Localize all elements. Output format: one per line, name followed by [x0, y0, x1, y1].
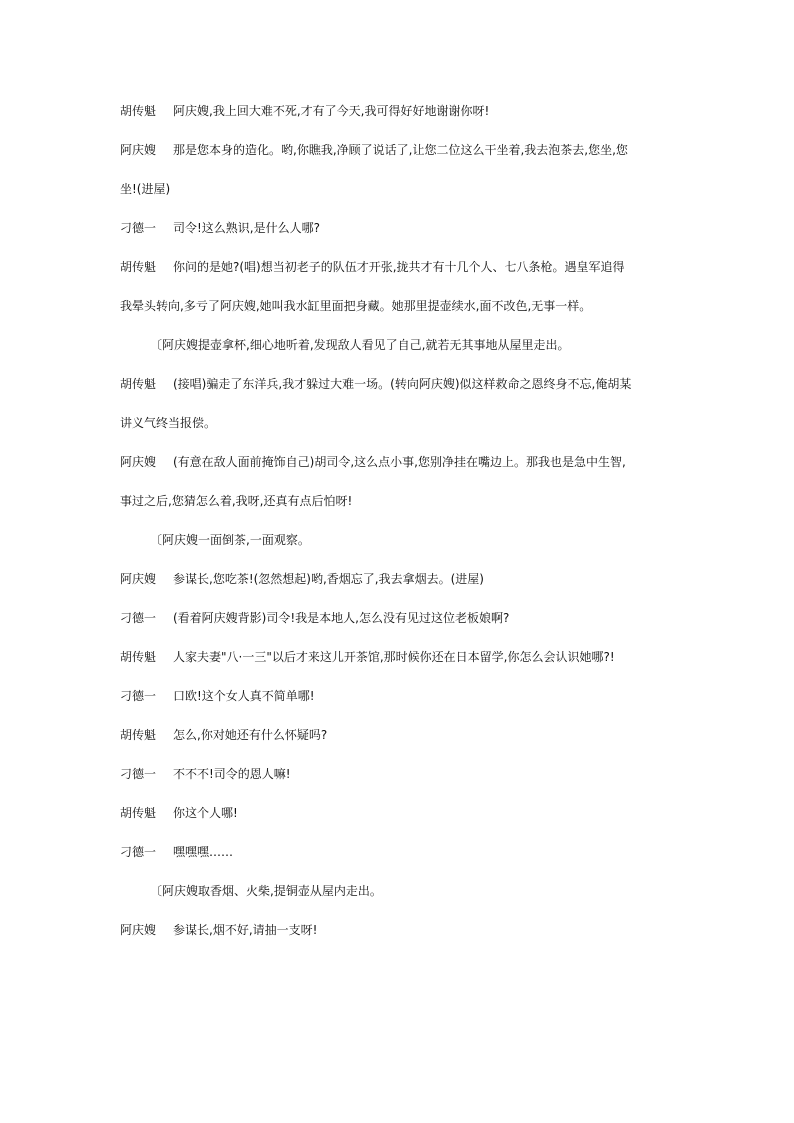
dialogue-line [120, 806, 680, 820]
dialogue-text: 参谋长,您吃茶!(忽然想起)哟,香烟忘了,我去拿烟去。(进屋) [173, 572, 484, 586]
dialogue-text: 嘿嘿嘿…… [173, 845, 234, 859]
dialogue-line [120, 572, 680, 586]
dialogue-text: 你这个人哪! [173, 806, 238, 820]
dialogue-line [120, 221, 680, 235]
dialogue-text: 人家夫妻"八·一三"以后才来这儿开茶馆,那时候你还在日本留学,你怎么会认识她哪?! [173, 650, 615, 664]
stage-direction [120, 338, 680, 352]
dialogue-text: 你问的是她?(唱)想当初老子的队伍才开张,拢共才有十几个人、七八条枪。遇皇军追得 [173, 260, 625, 274]
dialogue-text: 讲义气终当报偿。 [120, 416, 217, 430]
dialogue-continuation [120, 299, 680, 313]
speaker-name: 胡传魁 [120, 104, 157, 118]
stage-direction [120, 533, 680, 547]
dialogue-text: 阿庆嫂,我上回大难不死,才有了今天,我可得好好地谢谢你呀! [173, 104, 490, 118]
dialogue-line [120, 260, 680, 274]
speaker-name: 胡传魁 [120, 806, 157, 820]
dialogue-text: 坐!(进屋) [120, 182, 171, 196]
stage-direction [120, 884, 680, 898]
speaker-name: 阿庆嫂 [120, 455, 157, 469]
speaker-name: 刁德一 [120, 611, 157, 625]
dialogue-text: 怎么,你对她还有什么怀疑吗? [173, 728, 328, 742]
dialogue-line [120, 377, 680, 391]
speaker-name: 胡传魁 [120, 728, 157, 742]
dialogue-line [120, 845, 680, 859]
dialogue-text: 事过之后,您猜怎么着,我呀,还真有点后怕呀! [120, 494, 353, 508]
speaker-name: 胡传魁 [120, 260, 157, 274]
dialogue-text: 口欧!这个女人真不简单哪! [173, 689, 315, 703]
speaker-name: 阿庆嫂 [120, 143, 157, 157]
speaker-name: 胡传魁 [120, 650, 157, 664]
dialogue-text: (接唱)骗走了东洋兵,我才躲过大难一场。(转向阿庆嫂)似这样救命之恩终身不忘,俺胡某 [173, 377, 632, 391]
dialogue-text: (看着阿庆嫂背影)司令!我是本地人,怎么没有见过这位老板娘啊? [173, 611, 510, 625]
script-body [120, 104, 680, 962]
speaker-name: 胡传魁 [120, 377, 157, 391]
stage-direction-text: 〔阿庆嫂提壶拿杯,细心地听着,发现敌人看见了自己,就若无其事地从屋里走出。 [150, 338, 570, 352]
dialogue-line [120, 104, 680, 118]
dialogue-line [120, 923, 680, 937]
stage-direction-text: 〔阿庆嫂一面倒茶,一面观察。 [150, 533, 310, 547]
speaker-name: 刁德一 [120, 767, 157, 781]
dialogue-text: 司令!这么熟识,是什么人哪? [173, 221, 320, 235]
speaker-name: 刁德一 [120, 221, 157, 235]
dialogue-text: 不不不!司令的恩人嘛! [173, 767, 291, 781]
dialogue-line [120, 143, 680, 157]
dialogue-line [120, 611, 680, 625]
dialogue-continuation [120, 416, 680, 430]
speaker-name: 刁德一 [120, 689, 157, 703]
stage-direction-text: 〔阿庆嫂取香烟、火柴,提铜壶从屋内走出。 [150, 884, 382, 898]
dialogue-text: 参谋长,烟不好,请抽一支呀! [173, 923, 318, 937]
dialogue-line [120, 767, 680, 781]
dialogue-line [120, 455, 680, 469]
dialogue-continuation [120, 182, 680, 196]
speaker-name: 刁德一 [120, 845, 157, 859]
dialogue-text: 我晕头转向,多亏了阿庆嫂,她叫我水缸里面把身藏。她那里提壶续水,面不改色,无事一样。 [120, 299, 592, 313]
dialogue-text: 那是您本身的造化。哟,你瞧我,净顾了说话了,让您二位这么干坐着,我去泡茶去,您坐,您 [173, 143, 628, 157]
dialogue-line [120, 689, 680, 703]
dialogue-line [120, 650, 680, 664]
dialogue-text: (有意在敌人面前掩饰自己)胡司令,这么点小事,您别净挂在嘴边上。那我也是急中生智, [173, 455, 626, 469]
dialogue-continuation [120, 494, 680, 508]
dialogue-line [120, 728, 680, 742]
speaker-name: 阿庆嫂 [120, 923, 157, 937]
speaker-name: 阿庆嫂 [120, 572, 157, 586]
